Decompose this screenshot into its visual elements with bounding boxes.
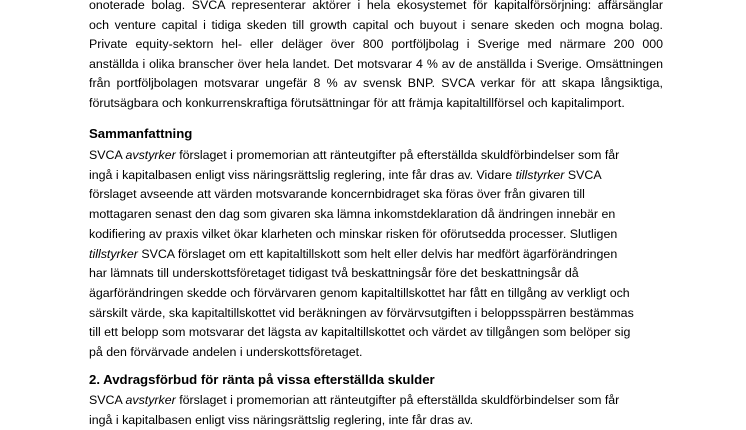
summary-line: till ett belopp som motsvarar det lägsta av kapitaltillskottet och värdet av tillgången som belöper sig (89, 325, 631, 340)
summary-emphasis: avstyrker (125, 148, 176, 162)
summary-line: på den förvärvade andelen i underskottsföretaget. (89, 345, 363, 360)
intro-line: Private equity-sektorn hel- eller deläger över 800 portföljbolag i Sverige med närmare 200 000 (89, 37, 663, 52)
summary-line (89, 166, 663, 186)
intro-line: från portföljbolagen motsvarar ungefär 8 % av svensk BNP. SVCA verkar för att skapa långsiktiga, (89, 76, 663, 91)
summary-emphasis: tillstyrker (515, 167, 565, 182)
summary-emphasis: tillstyrker (89, 246, 138, 261)
section-2-heading: 2. Avdragsförbud för ränta på vissa efterställda skulder (89, 372, 435, 387)
section-2-emphasis: avstyrker (125, 393, 176, 407)
intro-line: onoterade bolag. SVCA representerar aktörer i hela ekosystemet för kapitalförsörjning: affärsänglar (89, 0, 663, 12)
section-2-paragraph (89, 391, 663, 430)
summary-text: SVCA (564, 167, 602, 182)
summary-text: ingå i kapitalbasen enligt viss näringsrättslig reglering, inte får dras av. Vidare (89, 167, 516, 182)
intro-paragraph (89, 0, 663, 114)
summary-line: kodifiering av praxis vilket ökar klarheten och minskar risken för oförutsedda processer. Slutligen (89, 226, 618, 241)
summary-line: har lämnats till underskottsföretaget tidigast två beskattningsår före det beskattningsår då (89, 266, 579, 281)
intro-line: förutsägbara och konkurrenskraftiga förutsättningar för att främja kapitaltillförsel och kapitalimport. (89, 95, 625, 110)
summary-line: förslaget avseende att värden motsvarande koncernbidraget ska föras över från givaren till (89, 187, 585, 202)
section-2-line: ingå i kapitalbasen enligt viss näringsrättslig reglering, inte får dras av. (89, 412, 474, 427)
summary-line: ägarförändringen skedde och förvärvaren genom kapitaltillskottet har fått en tillgång av verkligt och (89, 285, 630, 300)
summary-line: särskilt värde, ska kapitaltillskottet vid beräkningen av förvärvsutgiften i beloppsspärren bestämmas (89, 305, 634, 320)
section-2-text: SVCA (89, 393, 126, 407)
intro-line: anställda i olika branscher över hela landet. Det motsvarar 4 % av de anställda i Sverige. Omsättningen (89, 56, 663, 71)
summary-heading: Sammanfattning (89, 126, 193, 141)
summary-text: förslaget i promemorian att ränteutgifter på efterställda skuldförbindelser som får (175, 148, 620, 162)
summary-line (89, 146, 663, 166)
intro-line: och venture capital i tidiga skeden till growth capital och buyout i senare skeden och mogna bolag. (89, 17, 663, 32)
summary-line (89, 245, 663, 265)
summary-line: mottagaren senast den dag som givaren ska lämna inkomstdeklaration då ändringen innebär en (89, 207, 616, 222)
summary-text: SVCA (89, 148, 126, 162)
summary-paragraph (89, 146, 663, 363)
section-2-line (89, 391, 663, 411)
section-2-text: förslaget i promemorian att ränteutgifter på efterställda skuldförbindelser som får (175, 393, 620, 407)
summary-text: SVCA förslaget om ett kapitaltillskott som helt eller delvis har medfört ägarförändringen (137, 246, 618, 261)
